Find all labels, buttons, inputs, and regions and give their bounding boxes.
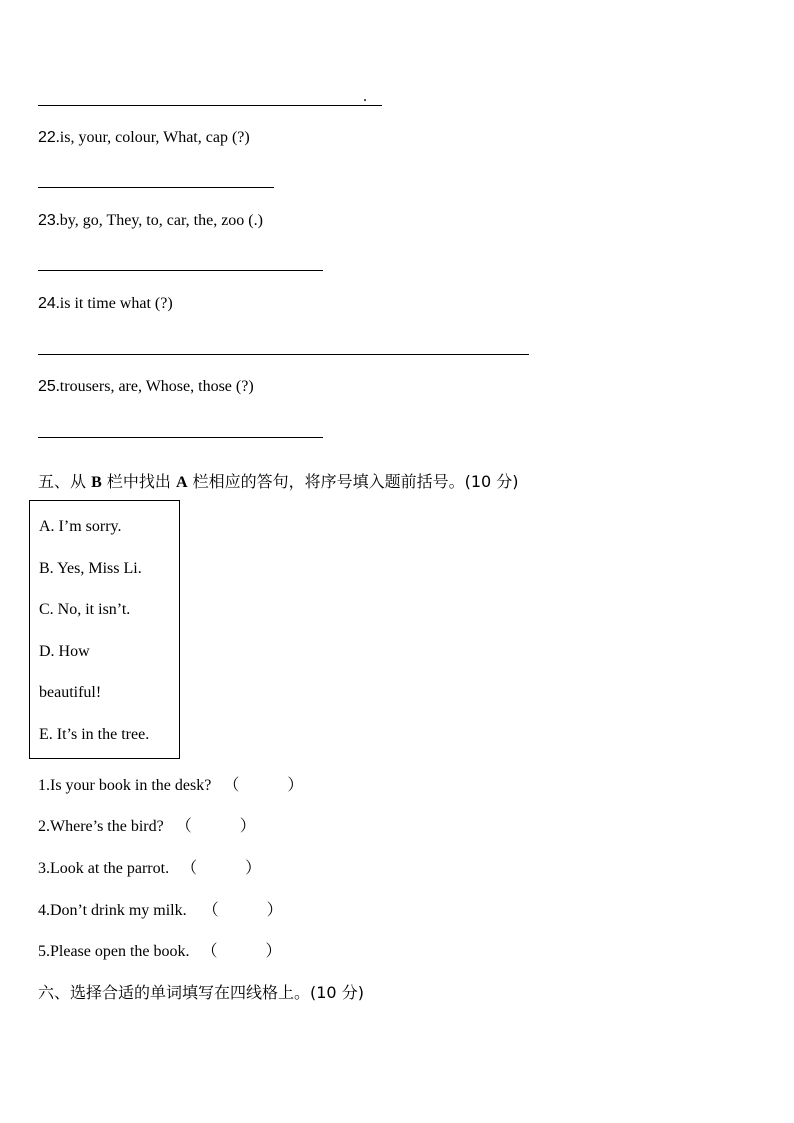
heading-text: 五、从 <box>38 472 92 491</box>
section-6-heading: 六、选择合适的单词填写在四线格上。(10 分) <box>38 983 364 1002</box>
answer-line-22[interactable] <box>38 187 274 188</box>
option-b: B. Yes, Miss Li. <box>39 560 142 577</box>
section-5-heading <box>38 469 519 492</box>
option-d: D. How <box>39 643 90 660</box>
answer-blank[interactable]: （ ） <box>202 902 283 919</box>
question-number: 23 <box>38 212 56 229</box>
answer-line-23[interactable] <box>38 270 323 271</box>
answer-blank[interactable]: （ ） <box>223 777 304 794</box>
heading-text: 栏相应的答句，将序号填入题前括号。(10 分) <box>187 472 519 491</box>
answer-blank[interactable]: （ ） <box>175 818 256 835</box>
heading-text: 栏中找出 <box>101 472 176 491</box>
question-24 <box>38 295 173 313</box>
match-question-2 <box>38 813 256 836</box>
answer-blank[interactable]: （ ） <box>201 943 282 960</box>
question-22 <box>38 129 250 147</box>
match-question-4 <box>38 897 283 920</box>
question-text: 4.Don’t drink my milk. <box>38 902 187 919</box>
question-text: .trousers, are, Whose, those (?) <box>55 378 254 395</box>
question-25 <box>38 378 254 396</box>
answer-line-24[interactable] <box>38 354 529 355</box>
question-number: 24 <box>38 295 56 312</box>
answer-line-21[interactable] <box>38 105 382 106</box>
match-question-1 <box>38 772 303 795</box>
question-text: .is it time what (?) <box>55 295 173 312</box>
option-c: C. No, it isn’t. <box>39 601 131 618</box>
question-text: 1.Is your book in the desk? <box>38 777 212 794</box>
heading-b-label: B <box>91 474 102 491</box>
option-d-continued: beautiful! <box>39 684 102 701</box>
question-text: 2.Where’s the bird? <box>38 818 164 835</box>
question-number: 22 <box>38 129 56 146</box>
answer-period: . <box>363 88 367 105</box>
heading-a-label: A <box>175 474 188 491</box>
option-e: E. It’s in the tree. <box>39 726 150 743</box>
question-text: 3.Look at the parrot. <box>38 860 170 877</box>
options-box <box>29 500 180 759</box>
question-text: .is, your, colour, What, cap (?) <box>55 129 250 146</box>
match-question-3 <box>38 855 261 878</box>
question-23 <box>38 212 263 230</box>
answer-line-25[interactable] <box>38 437 323 438</box>
match-question-5 <box>38 938 282 961</box>
question-number: 25 <box>38 378 56 395</box>
answer-blank[interactable]: （ ） <box>181 860 262 877</box>
question-text: 5.Please open the book. <box>38 943 190 960</box>
question-text: .by, go, They, to, car, the, zoo (.) <box>55 212 263 229</box>
option-a: A. I’m sorry. <box>39 518 122 535</box>
